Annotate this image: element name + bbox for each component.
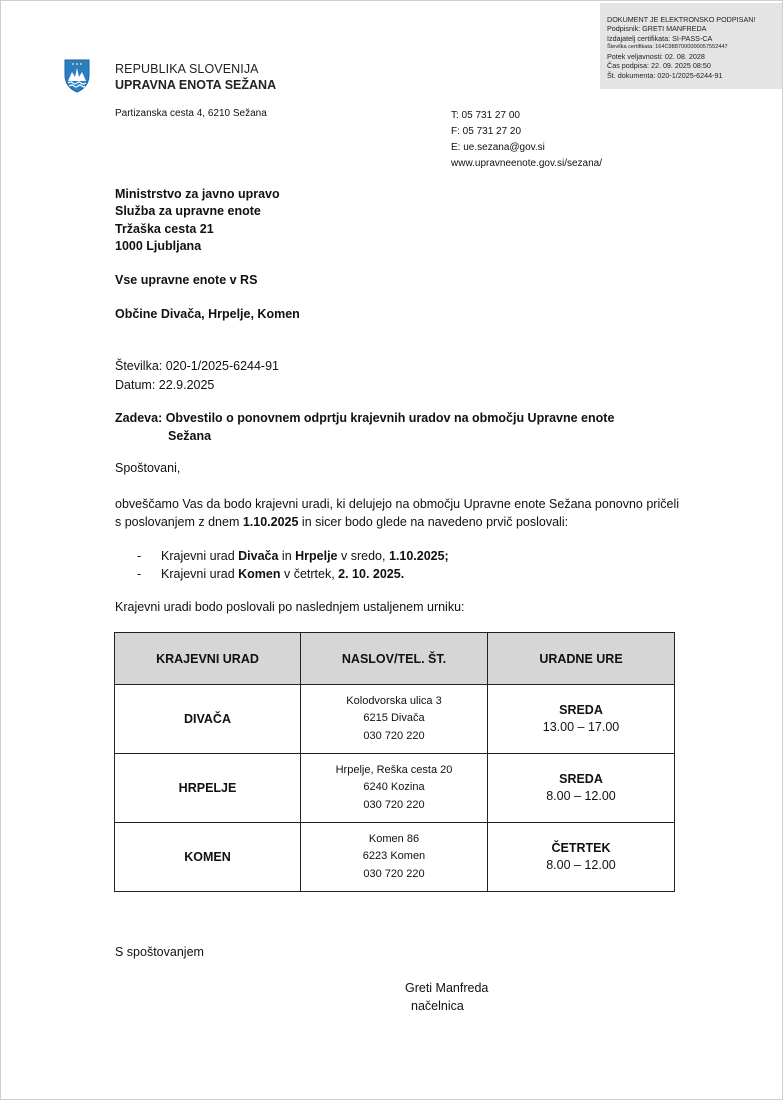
bullet-office: Divača: [238, 549, 279, 563]
contact-block: [451, 108, 602, 172]
bullet-dash-icon: -: [137, 567, 142, 581]
address-cell: [301, 754, 488, 823]
bullet-text: Krajevni urad: [161, 567, 239, 581]
subject-line-1: Zadeva: Obvestilo o ponovnem odprtju krajevnih uradov na območju Upravne enote: [115, 411, 615, 425]
signature-stamp: [600, 3, 782, 89]
body-date: 1.10.2025: [242, 514, 299, 529]
column-header: NASLOV/TEL. ŠT.: [301, 633, 488, 685]
bullet-date: 1.10.2025;: [388, 549, 449, 563]
stamp-doc-number: Št. dokumenta: 020-1/2025-6244-91: [607, 70, 723, 80]
recipient-line: Ministrstvo za javno upravo: [115, 187, 280, 201]
office-day: ČETRTEK: [551, 840, 611, 855]
address-line: 6215 Divača: [363, 712, 425, 725]
republic-name: REPUBLIKA SLOVENIJA: [115, 62, 259, 76]
contact-fax: F: 05 731 27 20: [451, 126, 522, 137]
office-hours: 8.00 – 12.00: [546, 858, 616, 872]
contact-phone: T: 05 731 27 00: [451, 110, 520, 121]
body-text: in sicer bodo glede na navedeno prvič poslovali:: [298, 514, 569, 529]
stamp-validity: Potek veljavnosti: 02. 08. 2028: [607, 52, 705, 62]
office-day: SREDA: [559, 702, 603, 717]
recipient-line: Tržaška cesta 21: [115, 221, 214, 236]
bullet-dash-icon: -: [137, 549, 142, 563]
coat-of-arms-icon: [64, 59, 90, 93]
office-cell: HRPELJE: [115, 754, 301, 823]
table-header-row: [115, 633, 675, 685]
document-date: Datum: 22.9.2025: [115, 377, 215, 392]
recipient-line: 1000 Ljubljana: [115, 238, 202, 253]
recipient-all-units: Vse upravne enote v RS: [115, 273, 258, 287]
address-line: Kolodvorska ulica 3: [346, 695, 442, 708]
sender-address: Partizanska cesta 4, 6210 Sežana: [115, 108, 267, 119]
stamp-title: DOKUMENT JE ELEKTRONSKO PODPISAN!: [607, 15, 756, 24]
recipient-municipalities: Občine Divača, Hrpelje, Komen: [115, 307, 300, 321]
phone-line: 030 720 220: [363, 798, 425, 811]
subject: [115, 410, 675, 445]
schedule-intro: Krajevni uradi bodo poslovali po naslednjem ustaljenem urniku:: [115, 600, 465, 614]
contact-email[interactable]: E: ue.sezana@gov.si: [451, 142, 545, 153]
hours-cell: [488, 685, 675, 754]
bullet-office: Komen: [238, 567, 281, 581]
bullet-text: v sredo,: [337, 549, 389, 563]
stamp-sign-time: Čas podpisa: 22. 09. 2025 08:50: [607, 61, 711, 71]
bullet-text: in: [278, 549, 296, 563]
schedule-table: [114, 632, 675, 892]
reference-block: [115, 357, 279, 394]
table-row: [115, 685, 675, 754]
office-cell: DIVAČA: [115, 685, 301, 754]
list-item: [137, 565, 449, 583]
address-line: Hrpelje, Reška cesta 20: [335, 764, 453, 777]
contact-website[interactable]: www.upravneenote.gov.si/sezana/: [451, 158, 603, 169]
recipient-address: [115, 186, 280, 255]
stamp-issuer: Izdajatelj certifikata: SI-PASS-CA: [607, 33, 713, 43]
body-paragraph: [115, 496, 685, 531]
list-item: [137, 547, 449, 565]
column-header: URADNE URE: [488, 633, 675, 685]
bullet-text: Krajevni urad: [161, 549, 239, 563]
document-number: Številka: 020-1/2025-6244-91: [115, 359, 280, 373]
table-row: [115, 754, 675, 823]
phone-line: 030 720 220: [363, 729, 425, 742]
office-hours: 13.00 – 17.00: [542, 720, 620, 734]
hours-cell: [488, 754, 675, 823]
unit-name: UPRAVNA ENOTA SEŽANA: [115, 78, 277, 92]
address-line: 6240 Kozina: [363, 781, 425, 794]
office-hours: 8.00 – 12.00: [546, 789, 616, 803]
closing-regards: S spoštovanjem: [115, 945, 204, 959]
office-cell: KOMEN: [115, 823, 301, 892]
phone-line: 030 720 220: [363, 867, 425, 880]
recipient-line: Služba za upravne enote: [115, 204, 261, 219]
subject-line-2: Sežana: [168, 428, 212, 443]
bullet-office: Hrpelje: [295, 549, 338, 563]
stamp-cert-number: Številka certifikata: 164C9887000000057552447: [607, 43, 728, 50]
address-line: Komen 86: [368, 833, 420, 846]
body-text: obveščamo Vas da bodo krajevni uradi, ki delujejo na območju Upravne enote Sežana ponovno pričeli s poslovanjem z dnem: [115, 497, 680, 529]
bullet-date: 2. 10. 2025.: [338, 567, 405, 581]
signer-name: Greti Manfreda: [405, 981, 489, 995]
office-day: SREDA: [559, 771, 603, 786]
greeting: Spoštovani,: [115, 461, 181, 475]
address-cell: [301, 823, 488, 892]
bullet-text: v četrtek,: [280, 567, 339, 581]
hours-cell: [488, 823, 675, 892]
stamp-signer: Podpisnik: GRETI MANFREDA: [607, 24, 707, 34]
address-cell: [301, 685, 488, 754]
signer-role: načelnica: [411, 999, 464, 1013]
opening-list: [137, 547, 449, 583]
signer-block: [405, 979, 488, 1015]
column-header: KRAJEVNI URAD: [115, 633, 301, 685]
address-line: 6223 Komen: [362, 850, 426, 863]
table-row: [115, 823, 675, 892]
